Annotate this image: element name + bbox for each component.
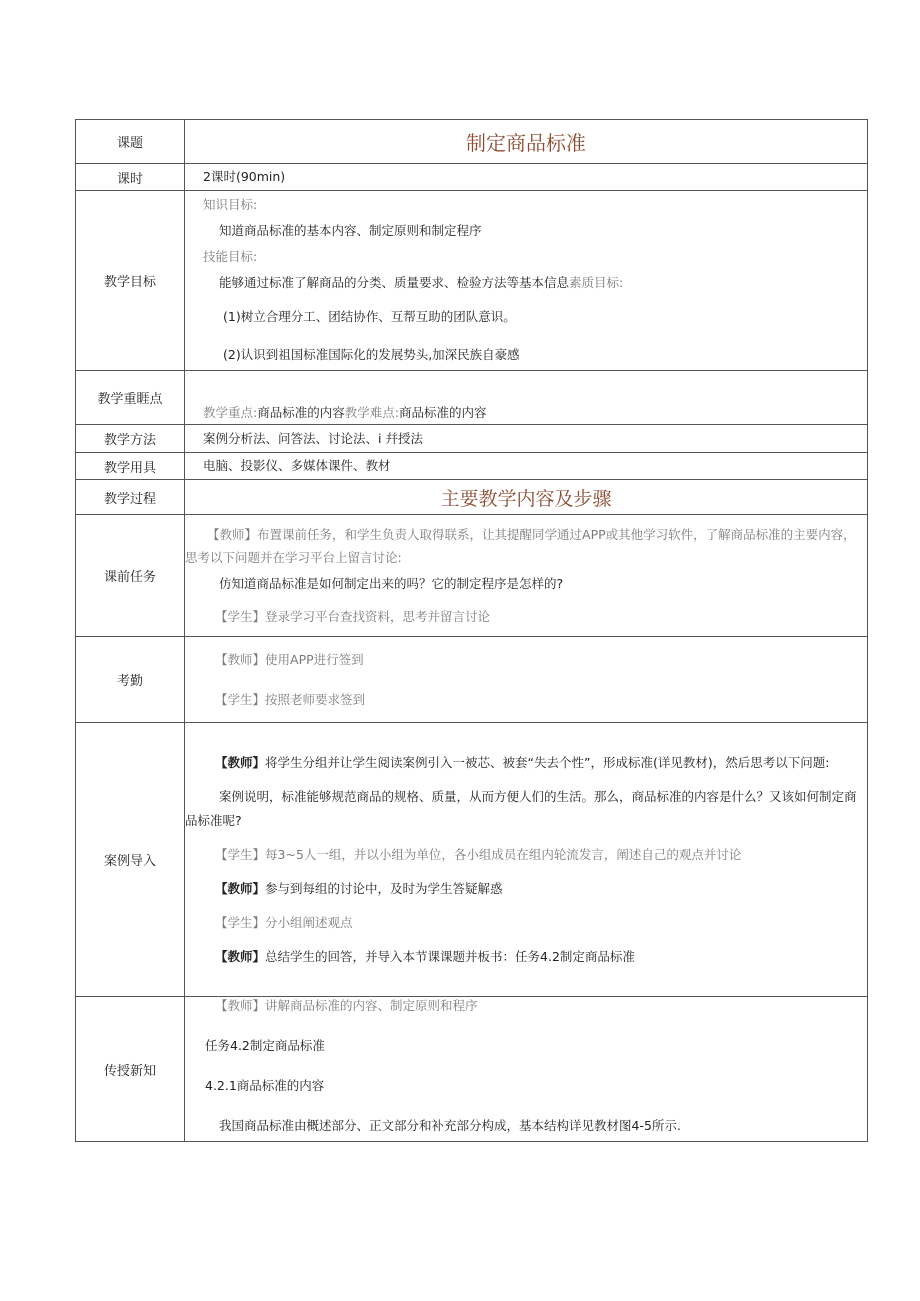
label-tools: 教学用具 — [76, 453, 185, 480]
row-goals — [76, 191, 868, 371]
teacher-tag: 【教师】 — [215, 880, 266, 896]
label-case-intro: 案例导入 — [76, 723, 185, 997]
row-hours — [76, 164, 868, 191]
pre-task-content — [185, 515, 868, 637]
goals-content — [185, 191, 868, 371]
label-pre-task: 课前任务 — [76, 515, 185, 637]
knowledge-heading: 知识目标: — [203, 196, 258, 212]
label-goals: 教学目标 — [76, 191, 185, 371]
tools-value: 电脑、投影仪、多媒体课件、教材 — [185, 453, 868, 480]
quality-item-1: (1)树立合理分工、团结协作、互帮互助的团队意识。 — [223, 308, 516, 324]
pre-task-teacher-text: 布置课前任务，和学生负责人取得联系，让其提醒同学通过APP或其他学习软件，了解商品标准的主要内容，思考以下问题并在学习平台上留言讨论: — [185, 527, 856, 565]
pre-task-question: 仿知道商品标准是如何制定出来的吗？它的制定程序是怎样的? — [219, 576, 564, 591]
skill-heading: 技能目标: — [203, 248, 258, 264]
lesson-title: 制定商品标准 — [185, 120, 868, 164]
row-attendance — [76, 637, 868, 723]
teacher-tag: 【教师】 — [215, 998, 266, 1013]
case-student-1-text: 每3~5人一组，并以小组为单位，各小组成员在组内轮流发言，阐述自己的观点并讨论 — [265, 846, 742, 862]
case-student-2-text: 分小组阐述观点 — [265, 914, 353, 930]
case-student-2 — [185, 911, 861, 935]
row-pre-task — [76, 515, 868, 637]
student-tag: 【学生】 — [215, 846, 266, 862]
section-title: 4.2.1商品标准的内容 — [205, 1078, 325, 1093]
row-case-intro — [76, 723, 868, 997]
attendance-student — [215, 691, 861, 709]
hours-value: 2课时(90min) — [185, 164, 868, 191]
student-tag: 【学生】 — [215, 691, 266, 707]
case-student-1 — [185, 843, 861, 867]
case-teacher-2 — [185, 877, 861, 901]
case-intro-content — [185, 723, 868, 997]
process-heading: 主要教学内容及步骤 — [185, 480, 868, 515]
teacher-tag: 【教师】 — [215, 754, 266, 770]
section-body: 我国商品标准由概述部分、正文部分和补充部分构成，基本结构详见教材图4-5所示. — [219, 1118, 681, 1133]
label-methods: 教学方法 — [76, 425, 185, 453]
label-attendance: 考勤 — [76, 637, 185, 723]
new-knowledge-content — [185, 997, 868, 1142]
row-topic — [76, 120, 868, 164]
key-text: 商品标准的内容 — [257, 405, 345, 420]
quality-heading: 素质目标: — [569, 274, 624, 290]
pre-task-student-text: 登录学习平台查找资料，思考并留言讨论 — [265, 609, 491, 624]
lesson-plan-table — [75, 119, 867, 1142]
key-heading: 教学重点: — [203, 405, 258, 420]
teacher-tag: 【教师】 — [215, 948, 266, 964]
teacher-tag: 【教师】 — [207, 527, 258, 542]
new-knowledge-teacher — [203, 997, 861, 1015]
task-title: 任务4.2制定商品标准 — [205, 1038, 325, 1053]
quality-item-2: (2)认识到祖国标准国际化的发展势头,加深民族自豪感 — [223, 346, 520, 362]
keypoints-content — [185, 371, 868, 425]
new-knowledge-teacher-text: 讲解商品标准的内容、制定原则和程序 — [265, 998, 478, 1013]
pre-task-teacher — [185, 523, 861, 569]
case-teacher-3 — [185, 945, 861, 969]
pre-task-student — [185, 605, 861, 628]
process-label: 教学过程 — [76, 480, 185, 515]
row-methods — [76, 425, 868, 453]
row-new-knowledge — [76, 997, 868, 1142]
teacher-tag: 【教师】 — [215, 651, 266, 667]
case-teacher-2-text: 参与到每组的讨论中，及时为学生答疑解惑 — [265, 880, 503, 896]
case-teacher-3-text: 总结学生的回答，并导入本节课课题并板书：任务4.2制定商品标准 — [265, 948, 635, 964]
methods-value: 案例分析法、问答法、讨论法、i 幷授法 — [185, 425, 868, 453]
label-topic: 课题 — [76, 120, 185, 164]
row-process-header — [76, 480, 868, 515]
skill-line — [203, 274, 861, 292]
student-tag: 【学生】 — [215, 609, 266, 624]
student-tag: 【学生】 — [215, 914, 266, 930]
attendance-teacher-text: 使用APP进行签到 — [265, 651, 364, 667]
attendance-content — [185, 637, 868, 723]
case-teacher-1 — [185, 751, 861, 775]
label-keypoints: 教学重睚点 — [76, 371, 185, 425]
diff-heading: 教学难点: — [344, 405, 399, 420]
skill-text: 能够通过标准了解商品的分类、质量要求、检验方法等基本信息 — [219, 274, 570, 290]
label-hours: 课时 — [76, 164, 185, 191]
case-teacher-1-text: 将学生分组并让学生阅读案例引入一被芯、被套“失去个性”，形成标准(详见教材)，然后思考以下问题: — [265, 754, 830, 770]
knowledge-text: 知道商品标准的基本内容、制定原则和制定程序 — [219, 222, 482, 238]
case-explanation: 案例说明，标准能够规范商品的规格、质量，从而方便人们的生活。那么，商品标准的内容是什么？又该如何制定商品标准呢? — [185, 788, 857, 828]
attendance-student-text: 按照老师要求签到 — [265, 691, 366, 707]
attendance-teacher — [215, 651, 861, 669]
diff-text: 商品标准的内容 — [398, 405, 487, 420]
label-new-knowledge: 传授新知 — [76, 997, 185, 1142]
row-keypoints — [76, 371, 868, 425]
row-tools — [76, 453, 868, 480]
